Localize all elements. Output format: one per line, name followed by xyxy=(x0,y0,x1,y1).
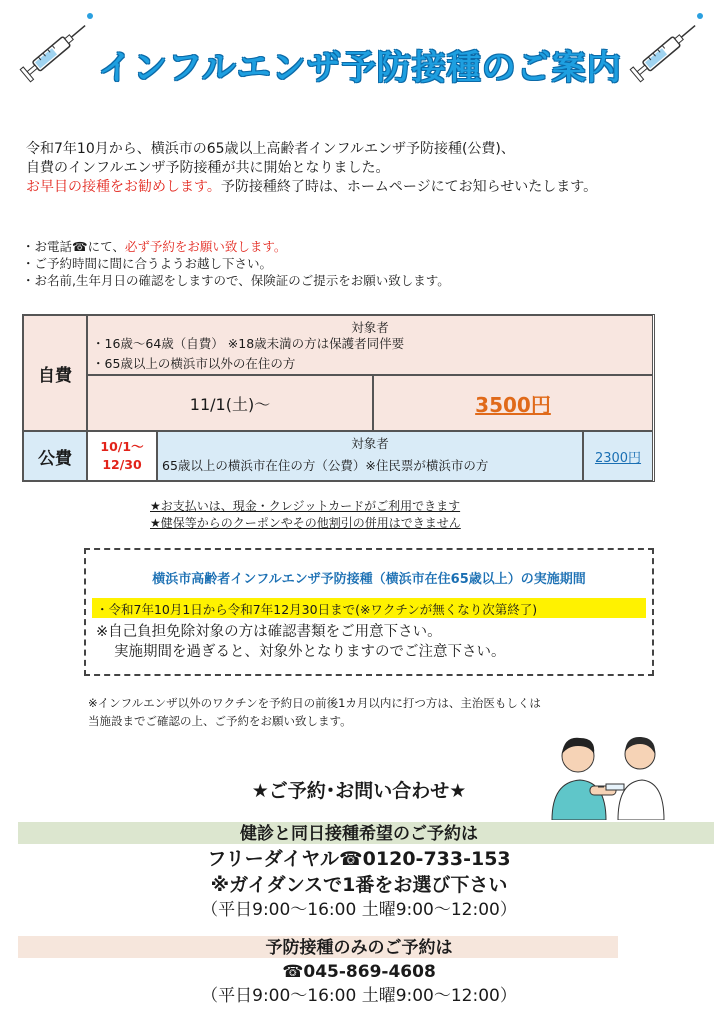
public-period-end: 12/30 xyxy=(102,457,142,472)
period-highlight: ・令和7年10月1日から令和7年12月30日まで(※ワクチンが無くなり次第終了) xyxy=(92,598,646,618)
intro-line-2: 自費のインフルエンザ予防接種が共に開始となりました。 xyxy=(26,160,390,176)
checkup-guidance: ※ガイダンスで1番をお選び下さい xyxy=(210,874,508,896)
vaccination-illustration xyxy=(538,724,670,820)
payment-notes xyxy=(150,498,570,532)
bullet-phone xyxy=(22,238,702,255)
public-label: 公費 xyxy=(23,431,87,481)
vaccine-only-contact xyxy=(0,936,718,1008)
period-notes xyxy=(96,622,646,662)
payment-note-2: ★健保等からのクーポンやその他割引の併用はできません xyxy=(150,516,461,530)
public-target-header: 対象者 xyxy=(351,436,389,451)
checkup-hours: （平日9:00～16:00 土曜9:00～12:00） xyxy=(201,900,517,920)
instruction-bullets xyxy=(22,238,702,289)
payment-note-1: ★お支払いは、現金・クレジットカードがご利用できます xyxy=(150,499,461,513)
public-target-cell xyxy=(157,431,583,481)
period-note-1: ※自己負担免除対象の方は確認書類をご用意下さい。 xyxy=(96,624,442,640)
bullet-arrival: ・ご予約時間に間に合うようお越し下さい。 xyxy=(22,256,273,271)
intro-line-3 xyxy=(26,178,706,197)
intro-text xyxy=(26,140,706,197)
public-period-start: 10/1～ xyxy=(100,439,144,454)
fee-table xyxy=(22,314,655,482)
vaccine-only-hours: （平日9:00～16:00 土曜9:00～12:00） xyxy=(201,986,517,1006)
self-pay-price: 3500円 xyxy=(475,392,551,417)
contact-heading: ★ご予約･お問い合わせ★ xyxy=(251,780,467,802)
self-pay-target-1: ・16歳～64歳（自費） ※18歳未満の方は保護者同伴要 xyxy=(92,336,405,351)
period-note-2: 実施期間を過ぎると、対象外となりますのでご注意下さい。 xyxy=(114,644,506,660)
period-title: 横浜市高齢者インフルエンザ予防接種（横浜市在住65歳以上）の実施期間 xyxy=(152,572,586,587)
vaccine-only-phone[interactable]: ☎045-869-4608 xyxy=(282,962,436,982)
vaccine-note-1: ※インフルエンザ以外のワクチンを予約日の前後1カ月以内に打つ方は、主治医もしくは xyxy=(88,696,541,710)
page-title: インフルエンザ予防接種のご案内 xyxy=(98,48,622,88)
public-price-cell xyxy=(583,431,653,481)
self-pay-target-cell xyxy=(87,315,653,375)
checkup-contact xyxy=(0,822,718,922)
self-pay-target-header: 対象者 xyxy=(351,320,389,335)
self-pay-target-2: ・65歳以上の横浜市以外の在住の方 xyxy=(92,356,296,371)
public-target: 65歳以上の横浜市在住の方（公費）※住民票が横浜市の方 xyxy=(162,458,489,473)
vaccine-only-title: 予防接種のみのご予約は xyxy=(265,938,453,958)
bullet-phone-required: 必ず予約をお願い致します。 xyxy=(124,239,287,254)
intro-line-1: 令和7年10月から、横浜市の65歳以上高齢者インフルエンザ予防接種(公費)、 xyxy=(26,141,515,157)
vaccine-note-2: 当施設までご確認の上、ご予約をお願い致します。 xyxy=(88,714,352,728)
period-box xyxy=(84,548,654,676)
checkup-phone[interactable]: フリーダイヤル☎0120-733-153 xyxy=(207,848,511,870)
public-period-cell xyxy=(87,431,157,481)
self-pay-label: 自費 xyxy=(23,315,87,431)
public-price: 2300円 xyxy=(594,450,642,466)
bullet-phone-prefix: ・お電話☎にて、 xyxy=(22,239,125,254)
intro-recommendation: お早目の接種をお勧めします。 xyxy=(26,179,221,195)
checkup-title: 健診と同日接種希望のご予約は xyxy=(240,824,478,844)
bullet-insurance: ・お名前,生年月日の確認をしますので、保険証のご提示をお願い致します。 xyxy=(22,273,450,288)
intro-notice: 予防接種終了時は、ホームページにてお知らせいたします。 xyxy=(220,179,598,195)
self-pay-price-cell xyxy=(373,375,653,431)
self-pay-start-date: 11/1(土)～ xyxy=(87,375,373,431)
